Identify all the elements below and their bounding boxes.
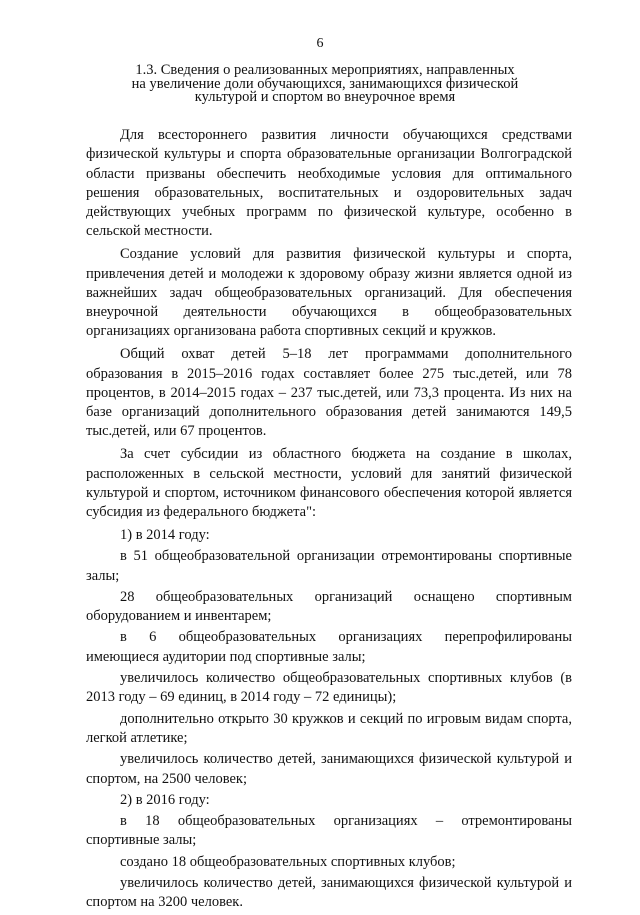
list-item: создано 18 общеобразовательных спортивных клубов;	[120, 853, 456, 870]
list-item: увеличилось количество детей, занимающихся физической культурой и спортом на 3200 человек.	[86, 874, 572, 911]
list-heading: 1) в 2014 году:	[120, 526, 210, 543]
page-number: 6	[316, 36, 324, 51]
paragraph: Общий охват детей 5–18 лет программами дополнительного образования в 2015–2016 годах составляет более 275 тыс.детей, или 78 процентов, в 2014–2015 годах – 237 тыс.детей, или 73,3 процента. Из них на базе организаций дополнительного образования детей занимаются 149,5 тыс.детей, или 67 процентов.	[86, 346, 572, 440]
document-body	[86, 126, 572, 915]
list-item: в 18 общеобразовательных организациях – отремонтированы спортивные залы;	[86, 813, 572, 849]
list-item: дополнительно открыто 30 кружков и секций по игровым видам спорта, легкой атлетике;	[86, 710, 572, 746]
heading-line: культурой и спортом во внеурочное время	[194, 89, 456, 105]
list-heading: 2) в 2016 году:	[120, 791, 210, 808]
paragraph: Для всестороннего развития личности обучающихся средствами физической культуры и спорта образовательные организации Волгоградской области призваны обеспечить необходимые условия для оптимального решения образовательных, воспитательных и оздоровительных задач действующих учебных программ по физической культуре, особенно в сельской местности.	[86, 127, 572, 240]
heading-line: 1.3. Сведения о реализованных мероприятиях, направленных	[135, 62, 515, 78]
paragraph: Создание условий для развития физической культуры и спорта, привлечения детей и молодежи к здоровому образу жизни является одной из важнейших задач общеобразовательных организаций. Для обеспечения внеурочной деятельности обучающихся в общеобразовательных организациях организована работа спортивных секций и кружков.	[86, 246, 572, 340]
list-item: 28 общеобразовательных организаций оснащено спортивным оборудованием и инвентарем;	[86, 588, 572, 625]
section-heading	[90, 64, 560, 105]
list-item: увеличилось количество детей, занимающихся физической культурой и спортом, на 2500 человек;	[86, 751, 572, 787]
paragraph: За счет субсидии из областного бюджета на создание в школах, расположенных в сельской местности, условий для занятий физической культурой и спортом, источником финансового обеспечения которой является субсидия из федерального бюджета":	[86, 446, 572, 521]
heading-line: на увеличение доли обучающихся, занимающихся физической	[131, 75, 519, 92]
list-item: в 6 общеобразовательных организациях перепрофилированы имеющиеся аудитории под спортивные залы;	[86, 629, 572, 665]
list-item: в 51 общеобразовательной организации отремонтированы спортивные залы;	[86, 548, 572, 584]
list-item: увеличилось количество общеобразовательных спортивных клубов (в 2013 году – 69 единиц, в 2014 году – 72 единицы);	[86, 670, 572, 706]
